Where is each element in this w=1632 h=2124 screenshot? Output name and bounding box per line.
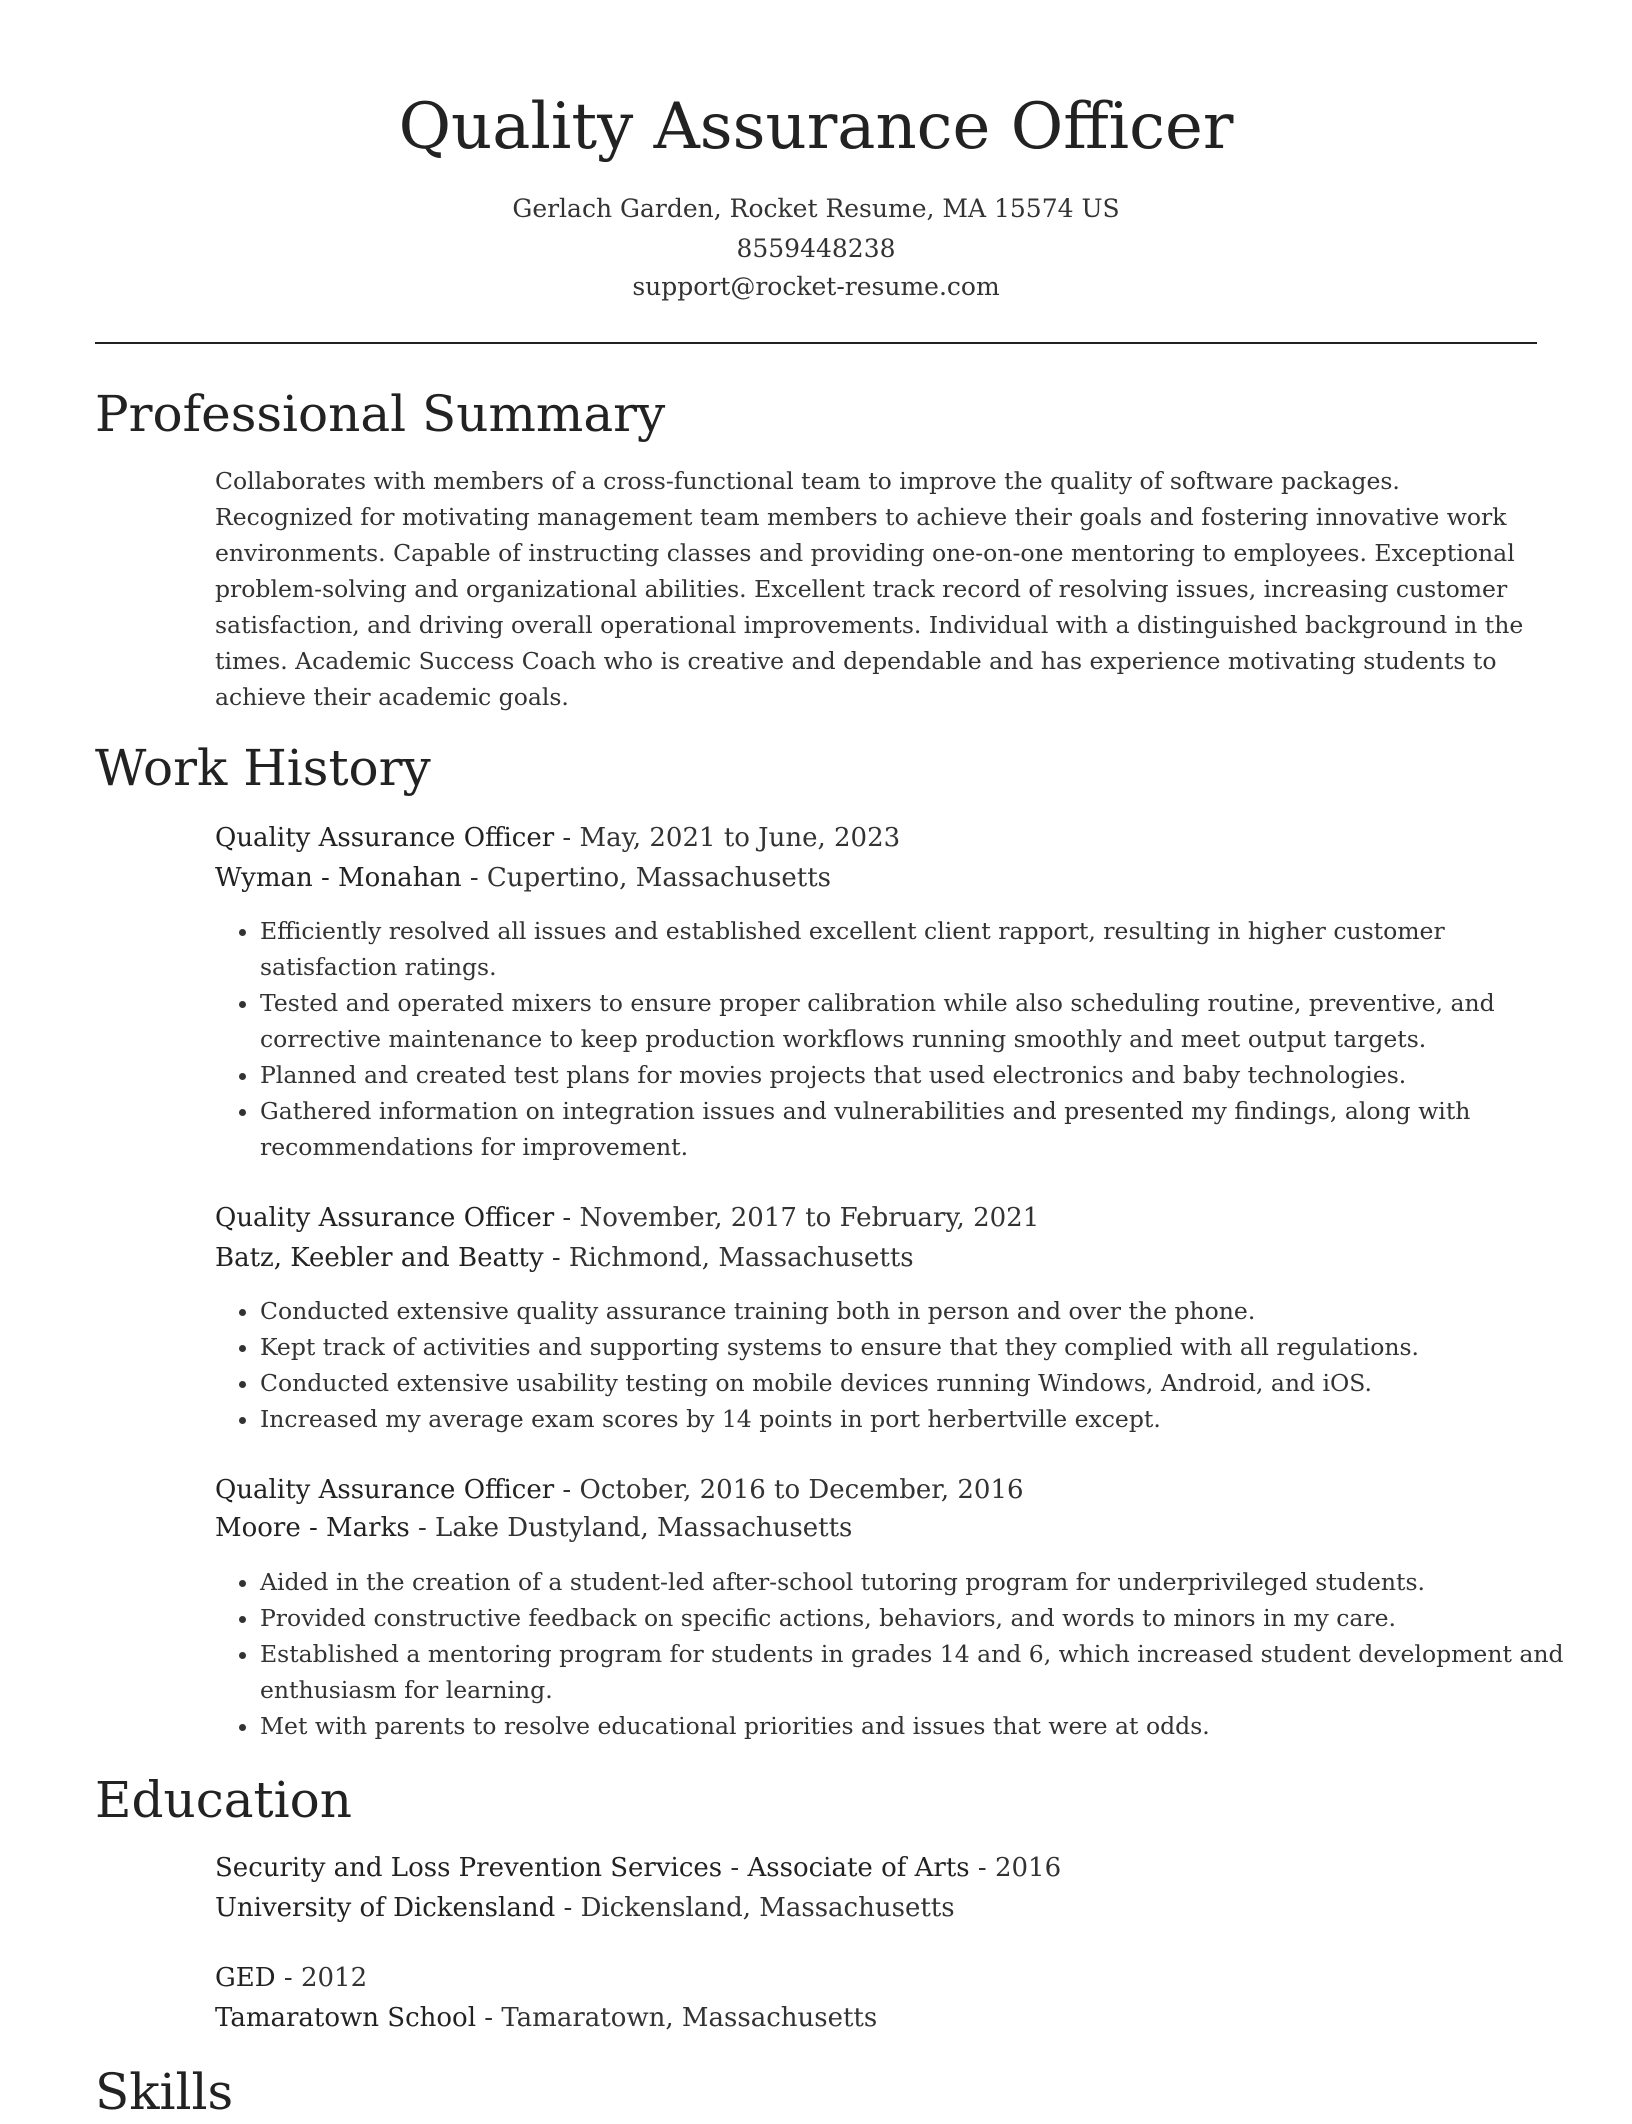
address: Gerlach Garden, Rocket Resume, MA 15574 US (512, 194, 1120, 223)
section-title-education: Education (95, 1771, 352, 1829)
education-year: 2016 (994, 1853, 1062, 1883)
list-item: • Established a mentoring program for students in grades 14 and 6, which increased student development and enthusiasm for learning. (260, 1636, 1570, 1708)
job-role: Quality Assurance Officer (215, 1203, 555, 1233)
education-location: Dickensland, Massachusetts (580, 1893, 955, 1923)
job-location: Richmond, Massachusetts (568, 1243, 914, 1273)
job-location: Cupertino, Massachusetts (486, 863, 832, 893)
job-bullets (215, 1564, 1570, 1744)
list-item: • Planned and created test plans for movies projects that used electronics and baby technologies. (260, 1057, 1570, 1093)
list-item: • Efficiently resolved all issues and established excellent client rapport, resulting in higher customer satisfaction ratings. (260, 913, 1570, 985)
list-item: • Met with parents to resolve educational priorities and issues that were at odds. (260, 1708, 1570, 1744)
education-degree: Associate of Arts (747, 1853, 970, 1883)
job-company: Wyman - Monahan (215, 863, 462, 893)
resume-name-title: Quality Assurance Officer (398, 90, 1234, 164)
list-item: • Tested and operated mixers to ensure proper calibration while also scheduling routine, preventive, and corrective maintenance to keep production workflows running smoothly and meet output targets. (260, 985, 1570, 1057)
job-bullets (215, 1293, 1570, 1437)
summary-text: Collaborates with members of a cross-functional team to improve the quality of software packages. Recognized for motivating management team members to achieve their goals and fostering innovative work environments. Capable of instructing classes and providing one-on-one mentoring to employees. Exceptional problem-solving and organizational abilities. Excellent track record of resolving issues, increasing customer satisfaction, and driving overall operational improvements. Individual with a distinguished background in the times. Academic Success Coach who is creative and dependable and has experience motivating students to achieve their academic goals. (215, 467, 1524, 711)
list-item: • Provided constructive feedback on specific actions, behaviors, and words to minors in my care. (260, 1600, 1570, 1636)
job-heading: Quality Assurance Officer - May, 2021 to June, 2023 (215, 823, 901, 853)
job-company-line: Moore - Marks - Lake Dustyland, Massachusetts (215, 1513, 853, 1543)
education-location: Tamaratown, Massachusetts (501, 2003, 878, 2033)
job-dates: May, 2021 to June, 2023 (579, 823, 901, 853)
header-divider (95, 342, 1537, 344)
email: support@rocket-resume.com (632, 272, 1000, 301)
education-degree: GED (215, 1963, 276, 1993)
education-school: Tamaratown School (215, 2003, 477, 2033)
job-location: Lake Dustyland, Massachusetts (435, 1513, 853, 1543)
education-school-line: Tamaratown School - Tamaratown, Massachusetts (215, 2003, 878, 2033)
section-title-skills: Skills (95, 2063, 234, 2121)
education-field: Security and Loss Prevention Services (215, 1853, 723, 1883)
education-school-line: University of Dickensland - Dickensland, Massachusetts (215, 1893, 955, 1923)
job-heading: Quality Assurance Officer - November, 2017 to February, 2021 (215, 1203, 1040, 1233)
section-title-summary: Professional Summary (95, 385, 666, 443)
job-dates: October, 2016 to December, 2016 (579, 1475, 1024, 1505)
job-company-line: Batz, Keebler and Beatty - Richmond, Massachusetts (215, 1243, 914, 1273)
phone: 8559448238 (736, 234, 896, 263)
job-heading: Quality Assurance Officer - October, 2016 to December, 2016 (215, 1475, 1024, 1505)
education-year: 2012 (300, 1963, 368, 1993)
list-item: • Conducted extensive usability testing on mobile devices running Windows, Android, and iOS. (260, 1365, 1570, 1401)
section-title-work-history: Work History (95, 739, 431, 797)
job-company: Batz, Keebler and Beatty (215, 1243, 544, 1273)
education-heading: Security and Loss Prevention Services - Associate of Arts - 2016 (215, 1853, 1062, 1883)
list-item: • Gathered information on integration issues and vulnerabilities and presented my findings, along with recommendations for improvement. (260, 1093, 1570, 1165)
list-item: • Aided in the creation of a student-led after-school tutoring program for underprivileged students. (260, 1564, 1570, 1600)
list-item: • Conducted extensive quality assurance training both in person and over the phone. (260, 1293, 1570, 1329)
list-item: • Kept track of activities and supporting systems to ensure that they complied with all regulations. (260, 1329, 1570, 1365)
job-company: Moore - Marks (215, 1513, 410, 1543)
list-item: • Increased my average exam scores by 14 points in port herbertville except. (260, 1401, 1570, 1437)
education-heading: GED - 2012 (215, 1963, 368, 1993)
job-role: Quality Assurance Officer (215, 823, 555, 853)
job-company-line: Wyman - Monahan - Cupertino, Massachusetts (215, 863, 832, 893)
job-bullets (215, 913, 1570, 1165)
job-role: Quality Assurance Officer (215, 1475, 555, 1505)
job-dates: November, 2017 to February, 2021 (579, 1203, 1040, 1233)
education-school: University of Dickensland (215, 1893, 556, 1923)
